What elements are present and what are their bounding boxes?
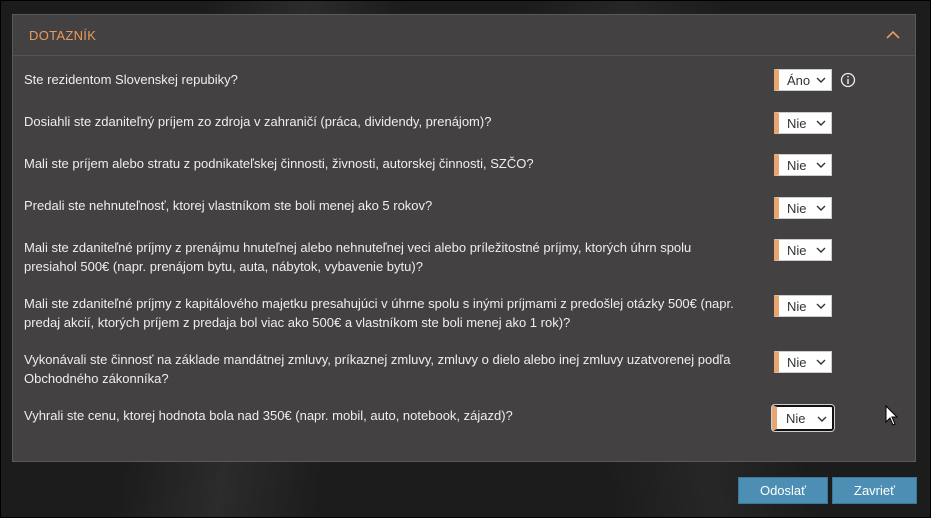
panel-header[interactable] (13, 15, 915, 56)
chevron-down-icon (816, 76, 826, 84)
answer-select-5[interactable] (774, 239, 832, 261)
answer-select-3[interactable] (774, 154, 832, 176)
answer-value: Áno (787, 73, 811, 88)
question-1: Ste rezidentom Slovenskej repubiky? (24, 72, 238, 87)
question-6: Mali ste zdaniteľné príjmy z kapitálového majetku presahujúci v úhrne spolu s inými príjmami z predošlej otázky 500€ (napr. predaj akcií, ktorých príjem z predaja bol viac ako 500€ a vlastníkom ste boli menej ako 1 rok)? (24, 296, 734, 330)
answer-select-7[interactable] (774, 351, 832, 373)
question-3: Mali ste príjem alebo stratu z podnikateľskej činnosti, živnosti, autorskej činnosti, SZČO? (24, 156, 534, 171)
close-button[interactable]: Zavrieť (832, 477, 917, 504)
chevron-down-icon (816, 161, 826, 169)
answer-value: Nie (787, 355, 807, 370)
question-2: Dosiahli ste zdaniteľný príjem zo zdroja v zahraničí (práca, dividendy, prenájom)? (24, 114, 492, 129)
chevron-down-icon (816, 204, 826, 212)
question-8: Vyhrali ste cenu, ktorej hodnota bola nad 350€ (napr. mobil, auto, notebook, zájazd)? (24, 408, 513, 423)
questionnaire-panel (12, 14, 916, 462)
answer-value: Nie (786, 411, 806, 426)
mouse-cursor-icon (885, 405, 899, 427)
answer-value: Nie (787, 243, 807, 258)
answer-select-2[interactable] (774, 112, 832, 134)
chevron-down-icon (816, 302, 826, 310)
answer-value: Nie (787, 116, 807, 131)
chevron-up-icon[interactable] (885, 27, 901, 43)
answer-select-6[interactable] (774, 295, 832, 317)
answer-value: Nie (787, 158, 807, 173)
chevron-down-icon (816, 119, 826, 127)
answer-select-4[interactable] (774, 197, 832, 219)
info-icon[interactable] (840, 72, 856, 88)
answer-value: Nie (787, 299, 807, 314)
panel-title: DOTAZNÍK (29, 28, 97, 43)
question-4: Predali ste nehnuteľnosť, ktorej vlastníkom ste boli menej ako 5 rokov? (24, 198, 433, 213)
question-7: Vykonávali ste činnosť na základe mandátnej zmluvy, príkaznej zmluvy, zmluvy o dielo alebo inej zmluvy uzatvorenej podľa Obchodného zákonníka? (24, 352, 731, 386)
chevron-down-icon (817, 415, 827, 423)
answer-select-8[interactable] (772, 405, 834, 431)
question-5: Mali ste zdaniteľné príjmy z prenájmu hnuteľnej alebo nehnuteľnej veci alebo príležitostné príjmy, ktorých úhrn spolu presiahol 500€ (napr. prenájom bytu, auta, nábytok, vybavenie bytu)? (24, 240, 692, 274)
send-button[interactable]: Odoslať (738, 477, 828, 504)
chevron-down-icon (816, 358, 826, 366)
chevron-down-icon (816, 246, 826, 254)
answer-value: Nie (787, 201, 807, 216)
answer-select-1[interactable] (774, 69, 832, 91)
